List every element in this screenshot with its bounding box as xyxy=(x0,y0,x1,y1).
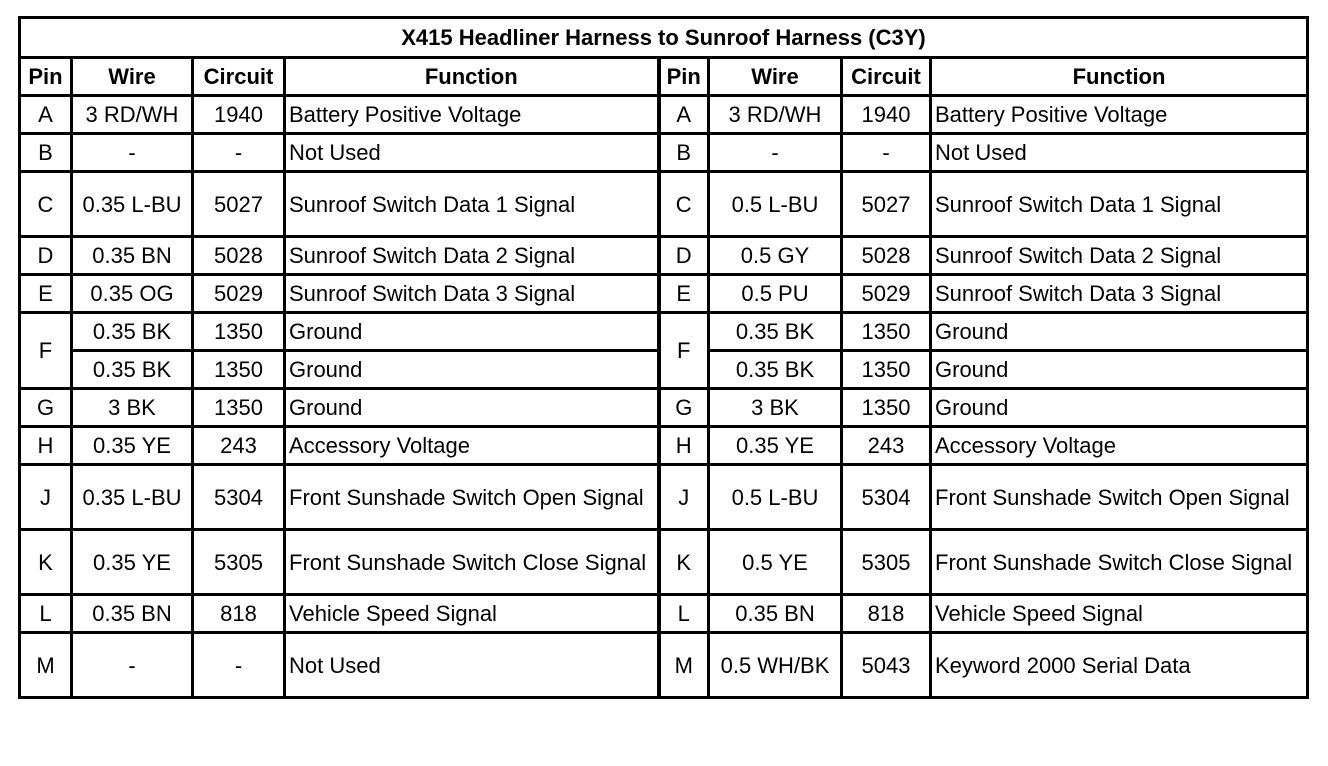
circuit-cell: 1350 xyxy=(193,313,285,351)
circuit-cell: 5043 xyxy=(842,633,931,698)
header-function-left: Function xyxy=(285,58,659,96)
table-row xyxy=(20,237,1308,275)
wire-cell: - xyxy=(709,134,842,172)
wire-cell: 0.5 PU xyxy=(709,275,842,313)
function-cell: Sunroof Switch Data 1 Signal xyxy=(285,172,659,237)
pin-cell: C xyxy=(20,172,72,237)
wire-cell: 3 BK xyxy=(72,389,193,427)
table-row xyxy=(20,275,1308,313)
pin-cell: D xyxy=(20,237,72,275)
circuit-cell: 5027 xyxy=(842,172,931,237)
circuit-cell: 1350 xyxy=(842,389,931,427)
function-cell: Ground xyxy=(285,313,659,351)
circuit-cell: 5305 xyxy=(842,530,931,595)
wire-cell: 0.5 L-BU xyxy=(709,172,842,237)
table-row xyxy=(20,313,1308,351)
wire-cell: 0.35 YE xyxy=(72,427,193,465)
pin-cell: G xyxy=(659,389,709,427)
function-cell: Ground xyxy=(931,389,1308,427)
header-circuit-left: Circuit xyxy=(193,58,285,96)
wire-cell: 0.35 BK xyxy=(709,351,842,389)
function-cell: Ground xyxy=(931,351,1308,389)
pin-cell: A xyxy=(20,96,72,134)
function-cell: Front Sunshade Switch Open Signal xyxy=(285,465,659,530)
function-cell: Not Used xyxy=(285,633,659,698)
function-cell: Accessory Voltage xyxy=(285,427,659,465)
pin-cell: G xyxy=(20,389,72,427)
table-row xyxy=(20,389,1308,427)
function-cell: Sunroof Switch Data 2 Signal xyxy=(285,237,659,275)
pin-cell: J xyxy=(20,465,72,530)
wire-cell: 0.35 BN xyxy=(709,595,842,633)
function-cell: Sunroof Switch Data 2 Signal xyxy=(931,237,1308,275)
function-cell: Vehicle Speed Signal xyxy=(285,595,659,633)
table-row xyxy=(20,96,1308,134)
pin-cell: K xyxy=(659,530,709,595)
pin-cell: L xyxy=(20,595,72,633)
circuit-cell: 5029 xyxy=(842,275,931,313)
header-row xyxy=(20,58,1308,96)
circuit-cell: 1350 xyxy=(842,313,931,351)
connector-pinout-table xyxy=(18,16,1309,699)
function-cell: Ground xyxy=(285,389,659,427)
pin-cell: M xyxy=(659,633,709,698)
circuit-cell: 5029 xyxy=(193,275,285,313)
header-function-right: Function xyxy=(931,58,1308,96)
table-row xyxy=(20,530,1308,595)
circuit-cell: 818 xyxy=(193,595,285,633)
header-pin-right: Pin xyxy=(659,58,709,96)
table-row xyxy=(20,427,1308,465)
function-cell: Battery Positive Voltage xyxy=(285,96,659,134)
pin-cell: M xyxy=(20,633,72,698)
circuit-cell: 1350 xyxy=(842,351,931,389)
circuit-cell: 5305 xyxy=(193,530,285,595)
pin-cell: L xyxy=(659,595,709,633)
circuit-cell: 1940 xyxy=(193,96,285,134)
function-cell: Sunroof Switch Data 3 Signal xyxy=(285,275,659,313)
wire-cell: 3 BK xyxy=(709,389,842,427)
function-cell: Sunroof Switch Data 1 Signal xyxy=(931,172,1308,237)
function-cell: Front Sunshade Switch Close Signal xyxy=(285,530,659,595)
circuit-cell: - xyxy=(842,134,931,172)
pin-cell: E xyxy=(659,275,709,313)
wire-cell: 0.5 GY xyxy=(709,237,842,275)
table-title: X415 Headliner Harness to Sunroof Harness (C3Y) xyxy=(20,18,1308,58)
circuit-cell: 5028 xyxy=(193,237,285,275)
table-row xyxy=(20,633,1308,698)
pin-cell: B xyxy=(20,134,72,172)
header-wire-left: Wire xyxy=(72,58,193,96)
pin-cell: K xyxy=(20,530,72,595)
wire-cell: 0.35 BN xyxy=(72,237,193,275)
circuit-cell: 5027 xyxy=(193,172,285,237)
wire-cell: 0.35 L-BU xyxy=(72,172,193,237)
pin-cell: D xyxy=(659,237,709,275)
wire-cell: 3 RD/WH xyxy=(72,96,193,134)
function-cell: Front Sunshade Switch Close Signal xyxy=(931,530,1308,595)
wire-cell: 0.35 YE xyxy=(709,427,842,465)
circuit-cell: - xyxy=(193,633,285,698)
function-cell: Front Sunshade Switch Open Signal xyxy=(931,465,1308,530)
pin-cell: H xyxy=(20,427,72,465)
pin-cell: J xyxy=(659,465,709,530)
circuit-cell: 243 xyxy=(842,427,931,465)
header-wire-right: Wire xyxy=(709,58,842,96)
wire-cell: 0.35 BK xyxy=(709,313,842,351)
wire-cell: 0.35 BK xyxy=(72,351,193,389)
wire-cell: 0.5 L-BU xyxy=(709,465,842,530)
wire-cell: 0.5 WH/BK xyxy=(709,633,842,698)
pin-cell: B xyxy=(659,134,709,172)
pin-cell: A xyxy=(659,96,709,134)
pin-cell: E xyxy=(20,275,72,313)
table-row xyxy=(20,595,1308,633)
circuit-cell: 1940 xyxy=(842,96,931,134)
function-cell: Ground xyxy=(931,313,1308,351)
circuit-cell: 5304 xyxy=(193,465,285,530)
function-cell: Ground xyxy=(285,351,659,389)
pin-cell: F xyxy=(659,313,709,389)
circuit-cell: 1350 xyxy=(193,351,285,389)
circuit-cell: 243 xyxy=(193,427,285,465)
wire-cell: 0.35 BN xyxy=(72,595,193,633)
wire-cell: 0.35 OG xyxy=(72,275,193,313)
function-cell: Keyword 2000 Serial Data xyxy=(931,633,1308,698)
pin-cell: H xyxy=(659,427,709,465)
wire-cell: 3 RD/WH xyxy=(709,96,842,134)
pin-cell: C xyxy=(659,172,709,237)
function-cell: Battery Positive Voltage xyxy=(931,96,1308,134)
wire-cell: 0.35 L-BU xyxy=(72,465,193,530)
circuit-cell: 5304 xyxy=(842,465,931,530)
function-cell: Not Used xyxy=(285,134,659,172)
table-row xyxy=(20,465,1308,530)
function-cell: Sunroof Switch Data 3 Signal xyxy=(931,275,1308,313)
function-cell: Not Used xyxy=(931,134,1308,172)
circuit-cell: - xyxy=(193,134,285,172)
function-cell: Accessory Voltage xyxy=(931,427,1308,465)
circuit-cell: 5028 xyxy=(842,237,931,275)
wire-cell: 0.35 BK xyxy=(72,313,193,351)
header-circuit-right: Circuit xyxy=(842,58,931,96)
table-row xyxy=(20,172,1308,237)
header-pin-left: Pin xyxy=(20,58,72,96)
wire-cell: 0.35 YE xyxy=(72,530,193,595)
circuit-cell: 1350 xyxy=(193,389,285,427)
wire-cell: - xyxy=(72,633,193,698)
pin-cell: F xyxy=(20,313,72,389)
wire-cell: - xyxy=(72,134,193,172)
table-row xyxy=(20,134,1308,172)
function-cell: Vehicle Speed Signal xyxy=(931,595,1308,633)
wire-cell: 0.5 YE xyxy=(709,530,842,595)
circuit-cell: 818 xyxy=(842,595,931,633)
